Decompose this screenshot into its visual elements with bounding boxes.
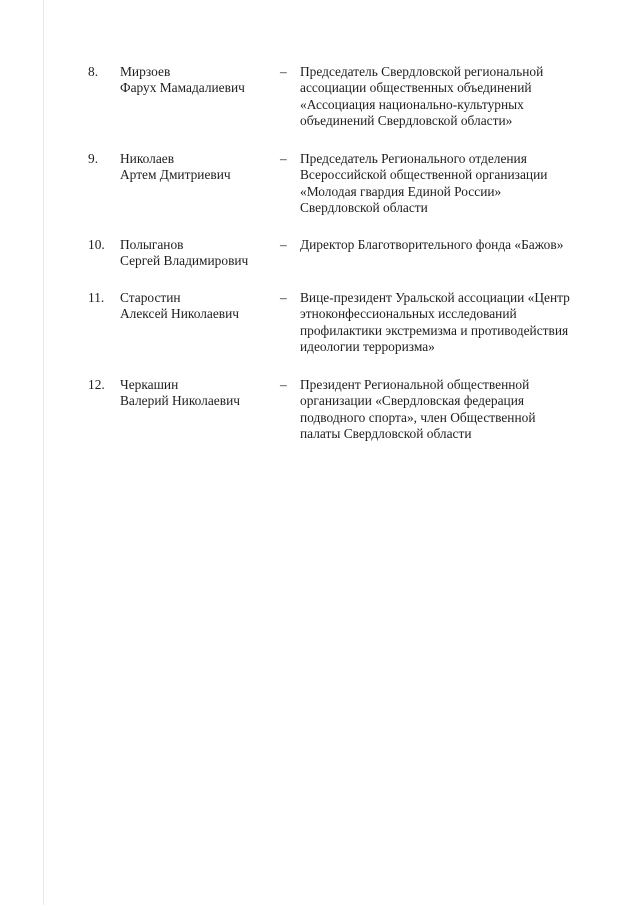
person-name <box>120 151 270 184</box>
dash-separator: – <box>280 237 287 252</box>
item-number: 10. <box>88 237 105 252</box>
description-line: палаты Свердловской области <box>300 425 472 441</box>
position-description <box>300 64 610 129</box>
description-line: подводного спорта», член Общественной <box>300 409 536 425</box>
description-line: профилактики экстремизма и противодействия <box>300 322 569 338</box>
person-surname: Николаев <box>120 151 175 166</box>
description-line: «Ассоциация национально-культурных <box>300 96 524 112</box>
item-number: 9. <box>88 151 99 166</box>
description-line: Директор Благотворительного фонда «Бажов» <box>300 237 564 252</box>
person-name <box>120 64 270 97</box>
dash-separator: – <box>280 64 287 79</box>
position-description <box>300 237 610 253</box>
position-description <box>300 151 610 216</box>
dash-separator: – <box>280 151 287 166</box>
description-line: Председатель Свердловской региональной <box>300 64 544 79</box>
dash-separator: – <box>280 290 287 305</box>
person-given-name: Сергей Владимирович <box>120 253 249 269</box>
person-surname: Черкашин <box>120 377 179 392</box>
position-description <box>300 290 610 355</box>
person-name <box>120 290 270 323</box>
item-number: 11. <box>88 290 105 305</box>
item-number: 8. <box>88 64 99 79</box>
person-surname: Полыганов <box>120 237 184 252</box>
description-line: идеологии терроризма» <box>300 338 435 354</box>
description-line: Всероссийской общественной организации <box>300 167 548 183</box>
person-given-name: Фарух Мамадалиевич <box>120 80 245 96</box>
person-given-name: Артем Дмитриевич <box>120 167 231 183</box>
description-line: объединений Свердловской области» <box>300 112 513 128</box>
description-line: Президент Региональной общественной <box>300 377 530 392</box>
description-line: ассоциации общественных объединений <box>300 80 532 96</box>
description-line: организации «Свердловская федерация <box>300 393 525 409</box>
item-number: 12. <box>88 377 105 392</box>
description-line: этноконфессиональных исследований <box>300 306 517 322</box>
person-given-name: Алексей Николаевич <box>120 306 240 322</box>
description-line: Председатель Регионального отделения <box>300 151 527 166</box>
person-given-name: Валерий Николаевич <box>120 393 240 409</box>
person-surname: Старостин <box>120 290 181 305</box>
position-description <box>300 377 610 442</box>
dash-separator: – <box>280 377 287 392</box>
person-name <box>120 237 270 270</box>
scan-edge-line <box>43 0 44 905</box>
person-surname: Мирзоев <box>120 64 171 79</box>
person-name <box>120 377 270 410</box>
description-line: Вице-президент Уральской ассоциации «Центр <box>300 290 570 305</box>
description-line: Свердловской области <box>300 199 428 215</box>
description-line: «Молодая гвардия Единой России» <box>300 183 502 199</box>
